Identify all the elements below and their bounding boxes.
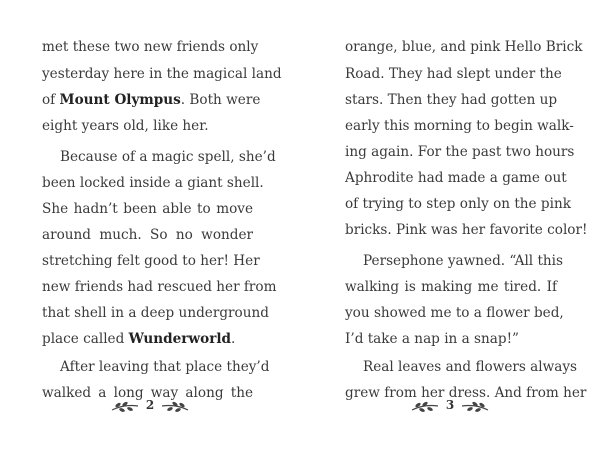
text-line: early this morning to begin walk-: [345, 118, 574, 134]
text-line: of trying to step only on the pink: [345, 196, 571, 212]
text-run: .: [231, 331, 236, 347]
text-line: Because of a magic spell, she’d: [60, 149, 276, 165]
text-line: stars. Then they had gotten up: [345, 92, 558, 108]
text-line: around much. So no wonder: [42, 227, 253, 243]
text-line: grew from her dress. And from her: [345, 385, 587, 401]
text-run: . Both were: [180, 92, 261, 108]
text-line: that shell in a deep underground: [42, 305, 269, 321]
page-number: 2: [145, 398, 155, 412]
text-line: eight years old, like her.: [42, 118, 209, 134]
text-line: been locked inside a giant shell.: [42, 175, 264, 191]
text-run: place called: [42, 331, 129, 347]
text-line: met these two new friends only: [42, 39, 259, 55]
text-line: She hadn’t been able to move: [42, 201, 253, 217]
text-line: [42, 330, 253, 348]
text-line: new friends had rescued her from: [42, 279, 277, 295]
text-line: After leaving that place they’d: [60, 359, 270, 375]
place-name-mount-olympus: Mount Olympus: [59, 92, 181, 108]
text-line: Road. They had slept under the: [345, 66, 562, 82]
right-page: [300, 0, 600, 450]
text-line: Aphrodite had made a game out: [345, 170, 567, 186]
text-line: orange, blue, and pink Hello Brick: [345, 39, 583, 55]
text-line: yesterday here in the magical land: [42, 66, 282, 82]
text-line: bricks. Pink was her favorite color!: [345, 222, 588, 238]
page-number: 3: [445, 398, 455, 412]
text-run: of: [42, 92, 60, 108]
text-line: you showed me to a flower bed,: [345, 305, 564, 321]
text-line: walked a long way along the: [42, 385, 253, 401]
text-line: ing again. For the past two hours: [345, 144, 575, 160]
text-line: Persephone yawned. “All this: [363, 253, 563, 269]
text-line: I’d take a nap in a snap!”: [345, 331, 519, 347]
text-line: [42, 91, 261, 109]
text-line: stretching felt good to her! Her: [42, 253, 260, 269]
text-line: Real leaves and flowers always: [363, 359, 578, 375]
text-line: walking is making me tired. If: [345, 279, 557, 295]
place-name-wunderworld: Wunderworld: [128, 331, 232, 347]
